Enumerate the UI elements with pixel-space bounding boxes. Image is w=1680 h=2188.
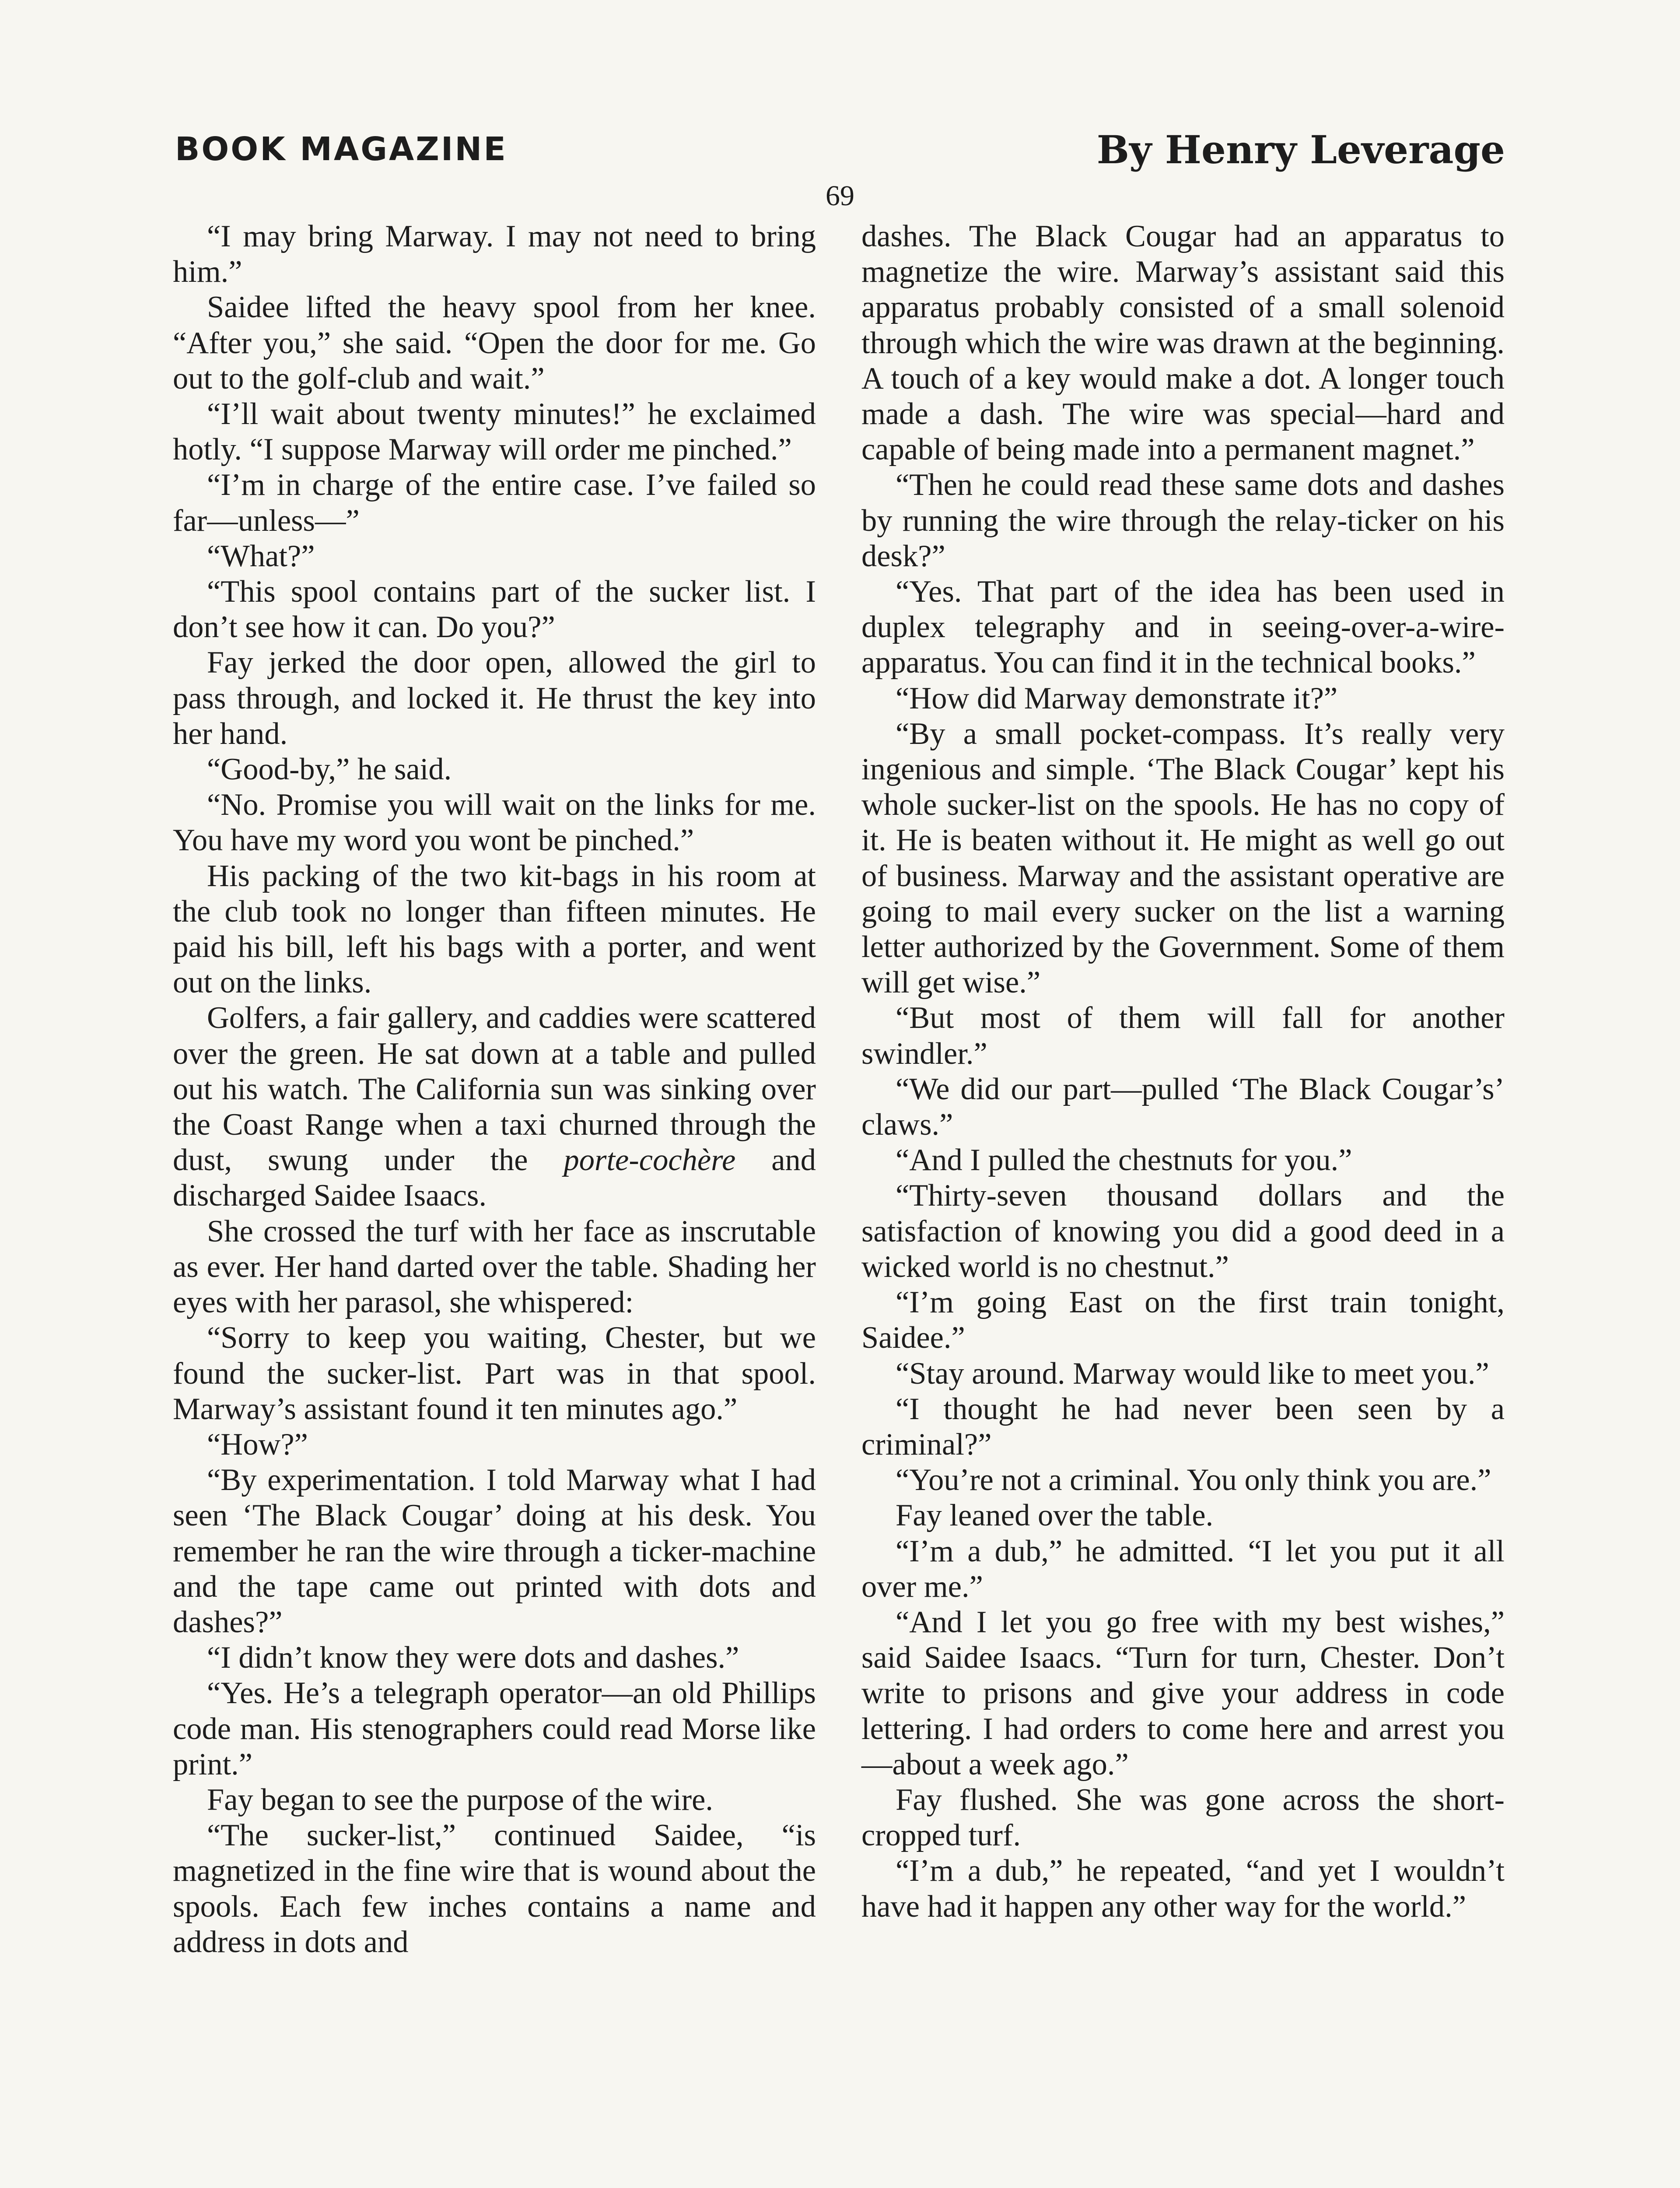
paragraph: “And I pulled the chestnuts for you.” (896, 1143, 1352, 1178)
paragraph: “How?” (207, 1427, 308, 1462)
paragraph: “You’re not a criminal. You only think you are.” (896, 1463, 1491, 1497)
paragraph: Fay began to see the purpose of the wire. (207, 1782, 714, 1817)
paragraph: “I may bring Marway. I may not need to bring him.” (173, 219, 816, 289)
paragraph: “I’m in charge of the entire case. I’ve failed so far—unless—” (173, 468, 816, 538)
paragraph-text: and discharged Saidee Isaacs. (173, 1143, 816, 1213)
paragraph: “Stay around. Marway would like to meet you.” (896, 1356, 1489, 1391)
story-columns (173, 219, 1507, 2188)
running-head (175, 127, 1505, 179)
paragraph: “I thought he had never been seen by a criminal?” (861, 1392, 1505, 1462)
paragraph: “And I let you go free with my best wishes,” said Saidee Isaacs. “Turn for turn, Chester. Don’t write to prisons and give your address in code lettering. I had orders to come here and arrest you—about a week ago.” (861, 1605, 1505, 1781)
paragraph (173, 1000, 816, 1213)
paragraph: “Thirty-seven thousand dollars and the satisfaction of knowing you did a good deed in a wicked world is no chestnut.” (861, 1178, 1505, 1284)
paragraph: His packing of the two kit-bags in his room at the club took no longer than fifteen minutes. He paid his bill, left his bags with a porter, and went out on the links. (173, 859, 816, 1000)
paragraph: “No. Promise you will wait on the links for me. You have my word you wont be pinched.” (173, 788, 816, 858)
left-column (173, 219, 816, 1960)
page-number: 69 (826, 180, 854, 212)
paragraph: “I’m going East on the first train tonight, Saidee.” (861, 1285, 1505, 1355)
paragraph: “This spool contains part of the sucker list. I don’t see how it can. Do you?” (173, 575, 816, 645)
paragraph: “Then he could read these same dots and dashes by running the wire through the relay-ticker on his desk?” (861, 468, 1505, 573)
paragraph: “Yes. He’s a telegraph operator—an old Phillips code man. His stenographers could read Morse like print.” (173, 1676, 816, 1781)
paragraph: “I’m a dub,” he admitted. “I let you put it all over me.” (861, 1534, 1505, 1604)
paragraph: Fay jerked the door open, allowed the girl to pass through, and locked it. He thrust the key into her hand. (173, 645, 816, 751)
paragraph: “But most of them will fall for another swindler.” (861, 1001, 1505, 1071)
paragraph: Fay flushed. She was gone across the short-cropped turf. (861, 1782, 1505, 1853)
paragraph: Fay leaned over the table. (896, 1498, 1214, 1533)
paragraph: “By experimentation. I told Marway what I had seen ‘The Black Cougar’ doing at his desk. You remember he ran the wire through a ticker-machine and the tape came out printed with dots and dashes?” (173, 1463, 816, 1639)
italic-phrase: porte-cochère (564, 1143, 736, 1178)
paragraph: “Yes. That part of the idea has been used in duplex telegraphy and in seeing-over-a-wire-apparatus. You can find it in the technical books.” (861, 575, 1505, 680)
paragraph: “I’ll wait about twenty minutes!” he exclaimed hotly. “I suppose Marway will order me pinched.” (173, 397, 816, 467)
paragraph: “I didn’t know they were dots and dashes.” (207, 1641, 739, 1675)
paragraph: “Good-by,” he said. (207, 752, 452, 787)
right-column (861, 219, 1505, 1925)
author-byline: By Henry Leverage (1096, 127, 1505, 172)
paragraph: She crossed the turf with her face as inscrutable as ever. Her hand darted over the table. Shading her eyes with her parasol, she whispered: (173, 1214, 816, 1320)
paragraph: dashes. The Black Cougar had an apparatus to magnetize the wire. Marway’s assistant said this apparatus probably consisted of a small solenoid through which the wire was drawn at the beginning. A touch of a key would make a dot. A longer touch made a dash. The wire was special—hard and capable of being made into a permanent magnet.” (861, 219, 1505, 467)
paragraph: “Sorry to keep you waiting, Chester, but we found the sucker-list. Part was in that spool. Marway’s assistant found it ten minutes ago.” (173, 1321, 816, 1426)
paragraph: Saidee lifted the heavy spool from her knee. “After you,” she said. “Open the door for me. Go out to the golf-club and wait.” (173, 290, 816, 396)
paragraph: “The sucker-list,” continued Saidee, “is magnetized in the fine wire that is wound about the spools. Each few inches contains a name and address in dots and (173, 1818, 816, 1959)
magazine-title: BOOK MAGAZINE (175, 130, 508, 168)
paragraph: “How did Marway demonstrate it?” (896, 681, 1338, 715)
paragraph: “What?” (207, 539, 315, 573)
paragraph: “We did our part—pulled ‘The Black Cougar’s’ claws.” (861, 1072, 1505, 1142)
paragraph: “I’m a dub,” he repeated, “and yet I wouldn’t have had it happen any other way for the world.” (861, 1854, 1505, 1924)
paragraph: “By a small pocket-compass. It’s really very ingenious and simple. ‘The Black Cougar’ kept his whole sucker-list on the spools. He has no copy of it. He is beaten without it. He might as well go out of business. Marway and the assistant operative are going to mail every sucker on the list a warning letter authorized by the Government. Some of them will get wise.” (861, 716, 1505, 1000)
paragraph-text: Golfers, a fair gallery, and caddies were scattered over the green. He sat down at a table and pulled out his watch. The California sun was sinking over the Coast Range when a taxi churned through the dust, swung under the (173, 1001, 816, 1178)
